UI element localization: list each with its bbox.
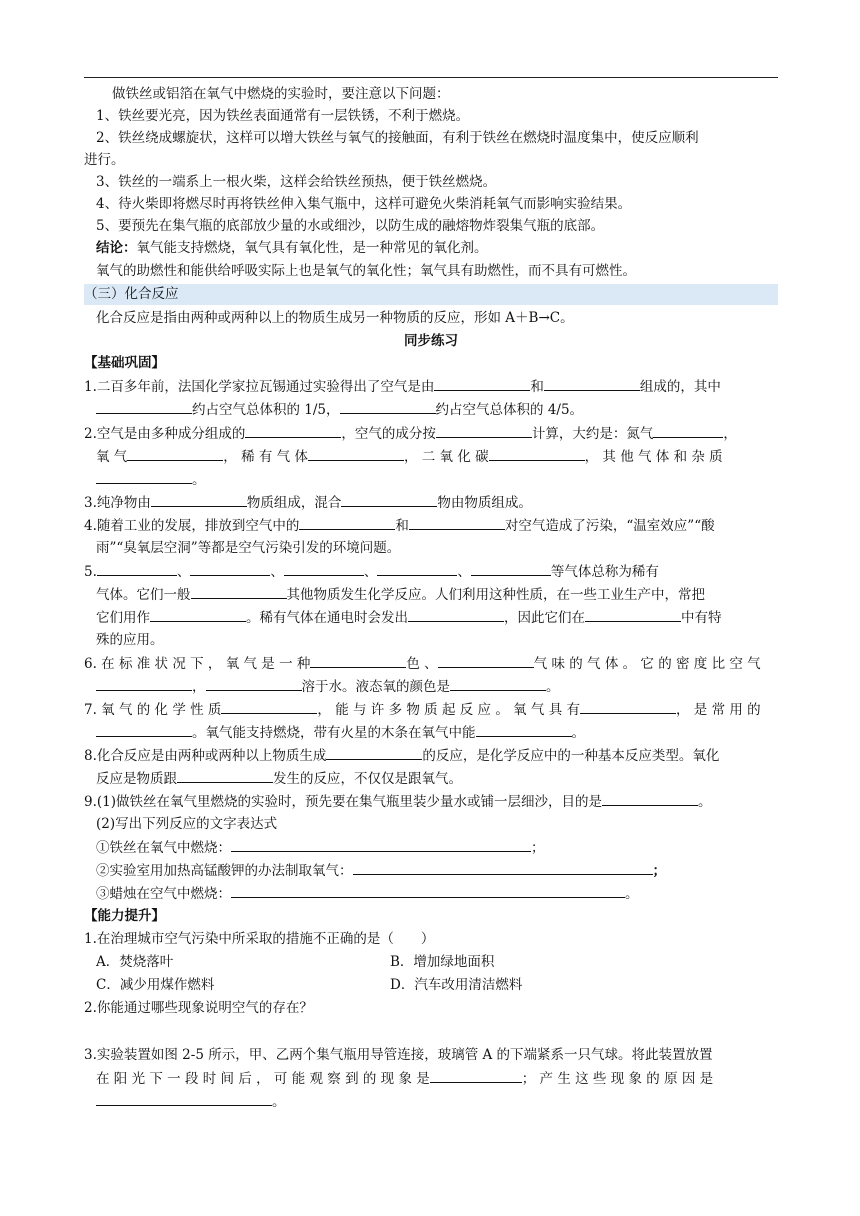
conclusion: [84, 238, 790, 258]
advanced-q2: 2.你能通过哪些现象说明空气的存在？: [84, 1000, 313, 1016]
basic-q9-line5: ③蜡烛在空气中燃烧： 。: [84, 883, 790, 904]
answer-blank[interactable]: [434, 376, 530, 391]
answer-blank[interactable]: [284, 561, 364, 576]
answer-blank[interactable]: [231, 837, 531, 852]
option-b[interactable]: B．增加绿地面积: [390, 954, 495, 970]
answer-blank[interactable]: [653, 423, 723, 438]
answer-blank[interactable]: [580, 699, 676, 714]
basic-q2-line3: 。: [84, 469, 790, 490]
basic-q5-line4: 殊的应用。: [96, 632, 164, 648]
basic-q5-line2: 气体。它们一般 其他物质发生化学反应。人们利用这种性质，在一些工业生产中，常把: [84, 584, 790, 605]
basic-q9-line2: (2)写出下列反应的文字表达式: [96, 816, 278, 832]
intro-point-2: 2、铁丝绕成螺旋状，这样可以增大铁丝与氧气的接触面，有利于铁丝在燃烧时温度集中，使反应顺利: [96, 130, 699, 146]
answer-blank[interactable]: [151, 492, 247, 507]
answer-blank[interactable]: [408, 607, 504, 622]
answer-blank[interactable]: [377, 561, 457, 576]
answer-blank[interactable]: [436, 423, 532, 438]
basic-q4-line1: 4.随着工业的发展，排放到空气中的 和 对空气造成了污染，“温室效应”“酸: [84, 515, 778, 536]
answer-blank[interactable]: [471, 561, 551, 576]
basic-q7-line2: 。氧气能支持燃烧，带有火星的木条在氧气中能 。: [84, 722, 790, 743]
answer-blank[interactable]: [602, 791, 698, 806]
basic-heading: 【基础巩固】: [84, 355, 165, 371]
answer-blank[interactable]: [221, 699, 317, 714]
answer-blank[interactable]: [96, 469, 192, 484]
basic-q9-line1: 9.(1)做铁丝在氧气里燃烧的实验时，预先要在集气瓶里装少量水或铺一层细沙，目的是 。: [84, 791, 778, 812]
answer-blank[interactable]: [231, 883, 625, 898]
answer-blank[interactable]: [191, 584, 287, 599]
answer-blank[interactable]: [353, 860, 653, 875]
answer-blank[interactable]: [177, 768, 273, 783]
answer-blank[interactable]: [190, 561, 270, 576]
answer-blank[interactable]: [340, 399, 436, 414]
advanced-heading: 【能力提升】: [84, 908, 165, 924]
answer-blank[interactable]: [299, 515, 395, 530]
intro-point-4: 4、待火柴即将燃尽时再将铁丝伸入集气瓶中，这样可避免火柴消耗氧气而影响实验结果。: [96, 196, 632, 212]
answer-blank[interactable]: [585, 607, 681, 622]
section-3-title: （三）化合反应: [84, 284, 778, 305]
intro-note: 氧气的助燃性和能供给呼吸实际上也是氧气的氧化性；氧气具有助燃性，而不具有可燃性。: [96, 263, 636, 279]
basic-q4-line2: 雨”“臭氧层空洞”等都是空气污染引发的环境问题。: [96, 540, 401, 556]
answer-blank[interactable]: [310, 653, 406, 668]
advanced-q3-line2: 在 阳 光 下 一 段 时 间 后 ， 可 能 观 察 到 的 现 象 是 ； 产 生 这 些 现 象 的 原 因 是: [84, 1068, 790, 1089]
answer-blank[interactable]: [96, 676, 192, 691]
conclusion-text: 氧气能支持燃烧，氧气具有氧化性，是一种常见的氧化剂。: [136, 240, 488, 256]
basic-q1-line2: 约占空气总体积的 1/5， 约占空气总体积的 4/5。: [84, 399, 790, 420]
basic-q3: 3.纯净物由 物质组成，混合 物由物质组成。: [84, 492, 778, 513]
answer-blank[interactable]: [341, 492, 437, 507]
basic-q8-line2: 反应是物质跟 发生的反应，不仅仅是跟氧气。: [84, 768, 790, 789]
basic-q5-line1: 5. 、 、 、 、 等气体总称为稀有: [84, 561, 778, 582]
intro-lead: 做铁丝或铝箔在氧气中燃烧的实验时，要注意以下问题：: [112, 86, 450, 102]
answer-blank[interactable]: [96, 722, 192, 737]
advanced-q1-options-ab: [84, 952, 790, 972]
intro-point-2-cont: 进行。: [84, 152, 125, 168]
section-3-text: 化合反应是指由两种或两种以上的物质生成另一种物质的反应，形如 A＋B→C。: [96, 310, 574, 326]
answer-blank[interactable]: [438, 653, 534, 668]
basic-q2-line2: 氧 气 ， 稀 有 气 体 ， 二 氧 化 碳 ， 其 他 气 体 和 杂 质: [84, 446, 790, 467]
answer-blank[interactable]: [430, 1068, 522, 1083]
advanced-q3-line1: 3.实验装置如图 2-5 所示，甲、乙两个集气瓶用导管连接，玻璃管 A 的下端紧系一只气球。将此装置放置: [84, 1047, 713, 1063]
practice-title: 同步练习: [404, 333, 458, 349]
option-c[interactable]: C．减少用煤作燃料: [96, 977, 215, 993]
basic-q5-line3: 它们用作 。稀有气体在通电时会发出 ，因此它们在 中有特: [84, 607, 790, 628]
basic-q2-line1: 2.空气是由多种成分组成的 ，空气的成分按 计算，大约是：氮气 ，: [84, 423, 778, 444]
answer-blank[interactable]: [150, 607, 246, 622]
option-a[interactable]: A．焚烧落叶: [96, 954, 174, 970]
advanced-q1: 1.在治理城市空气污染中所采取的措施不正确的是（ ）: [84, 931, 435, 947]
answer-blank[interactable]: [245, 423, 341, 438]
conclusion-label: 结论：: [96, 240, 137, 256]
basic-q9-line4: ②实验室用加热高锰酸钾的办法制取氧气： ；: [84, 860, 790, 881]
option-d[interactable]: D．汽车改用清洁燃料: [390, 977, 523, 993]
basic-q1-line1: 1.二百多年前，法国化学家拉瓦锡通过实验得出了空气是由 和 组成的，其中: [84, 376, 778, 397]
basic-q6-line2: ， 溶于水。液态氧的颜色是 。: [84, 676, 790, 697]
answer-blank[interactable]: [96, 1091, 272, 1106]
answer-blank[interactable]: [476, 722, 572, 737]
advanced-q1-options-cd: [84, 975, 790, 995]
answer-blank[interactable]: [489, 446, 585, 461]
answer-blank[interactable]: [450, 676, 546, 691]
answer-blank[interactable]: [97, 561, 177, 576]
intro-point-1: 1、铁丝要光亮，因为铁丝表面通常有一层铁锈，不利于燃烧。: [96, 108, 470, 124]
basic-q9-line3: ①铁丝在氧气中燃烧： ；: [84, 837, 790, 858]
advanced-q3-line3: 。: [84, 1091, 790, 1112]
header-rule: [84, 77, 778, 78]
answer-blank[interactable]: [96, 399, 192, 414]
intro-point-5: 5、要预先在集气瓶的底部放少量的水或细沙，以防生成的融熔物炸裂集气瓶的底部。: [96, 218, 605, 234]
answer-blank[interactable]: [206, 676, 302, 691]
basic-q7-line1: 7. 氧 气 的 化 学 性 质 ， 能 与 许 多 物 质 起 反 应 。 氧 气 具 有 ， 是 常 用 的: [84, 699, 778, 720]
answer-blank[interactable]: [326, 745, 422, 760]
basic-q6-line1: 6. 在 标 准 状 况 下 ， 氧 气 是 一 种 色 、 气 味 的 气 体 。 它 的 密 度 比 空 气: [84, 653, 778, 674]
answer-blank[interactable]: [127, 446, 223, 461]
answer-blank[interactable]: [308, 446, 404, 461]
basic-q8-line1: 8.化合反应是由两种或两种以上物质生成 的反应，是化学反应中的一种基本反应类型。氧化: [84, 745, 778, 766]
answer-blank[interactable]: [409, 515, 505, 530]
intro-point-3: 3、铁丝的一端系上一根火柴，这样会给铁丝预热，便于铁丝燃烧。: [96, 174, 497, 190]
answer-blank[interactable]: [544, 376, 640, 391]
